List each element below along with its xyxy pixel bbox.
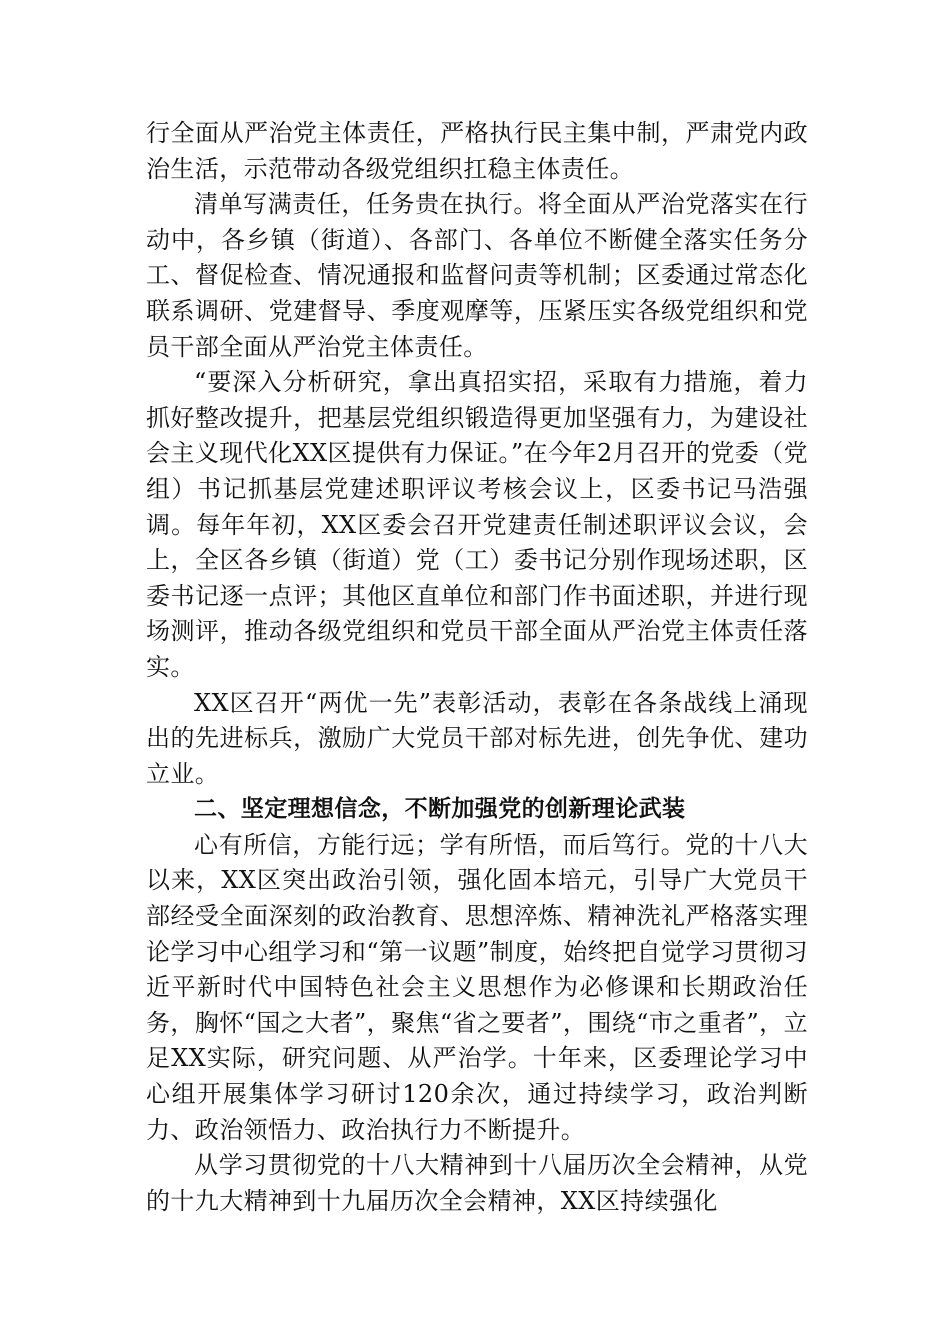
paragraph-theory-study: 心有所信，方能行远；学有所悟，而后笃行。党的十八大以来，XX区突出政治引领，强化固本培元，引导广大党员干部经受全面深刻的政治教育、思想淬炼、精神洗礼严格落实理论学习中心组学习和“第一议题”制度，始终把自觉学习贯彻习近平新时代中国特色社会主义思想作为必修课和长期政治任务，胸怀“国之大者”，聚焦“省之要者”，围绕“市之重者”，立足XX实际，研究问题、从严治学。十年来，区委理论学习中心组开展集体学习研讨120余次，通过持续学习，政治判断力、政治领悟力、政治执行力不断提升。	[146, 830, 808, 1144]
paragraph-continuation: 行全面从严治党主体责任，严格执行民主集中制，严肃党内政治生活，示范带动各级党组织扛稳主体责任。	[146, 119, 808, 183]
section-heading: 二、坚定理想信念，不断加强党的创新理论武装	[194, 796, 686, 823]
paragraph-congress-spirit: 从学习贯彻党的十八大精神到十八届历次全会精神，从党的十九大精神到十九届历次全会精神，XX区持续强化	[146, 1151, 808, 1215]
paragraph-commendation: XX区召开“两优一先”表彰活动，表彰在各条战线上涌现出的先进标兵，激励广大党员干部对标先进，创先争优、建功立业。	[146, 688, 808, 788]
document-page	[146, 116, 808, 1219]
paragraph-task-execution: 清单写满责任，任务贵在执行。将全面从严治党落实在行动中，各乡镇（街道）、各部门、各单位不断健全落实任务分工、督促检查、情况通报和监督问责等机制；区委通过常态化联系调研、党建督导、季度观摩等，压紧压实各级党组织和党员干部全面从严治党主体责任。	[146, 190, 808, 361]
paragraph-assessment-meeting: “要深入分析研究，拿出真招实招，采取有力措施，着力抓好整改提升，把基层党组织锻造得更加坚强有力，为建设社会主义现代化XX区提供有力保证。”在今年2月召开的党委（党组）书记抓基层党建述职评议考核会议上，区委书记马浩强调。每年年初，XX区委会召开党建责任制述职评议会议，会上，全区各乡镇（街道）党（工）委书记分别作现场述职，区委书记逐一点评；其他区直单位和部门作书面述职，并进行现场测评，推动各级党组织和党员干部全面从严治党主体责任落实。	[146, 368, 808, 681]
